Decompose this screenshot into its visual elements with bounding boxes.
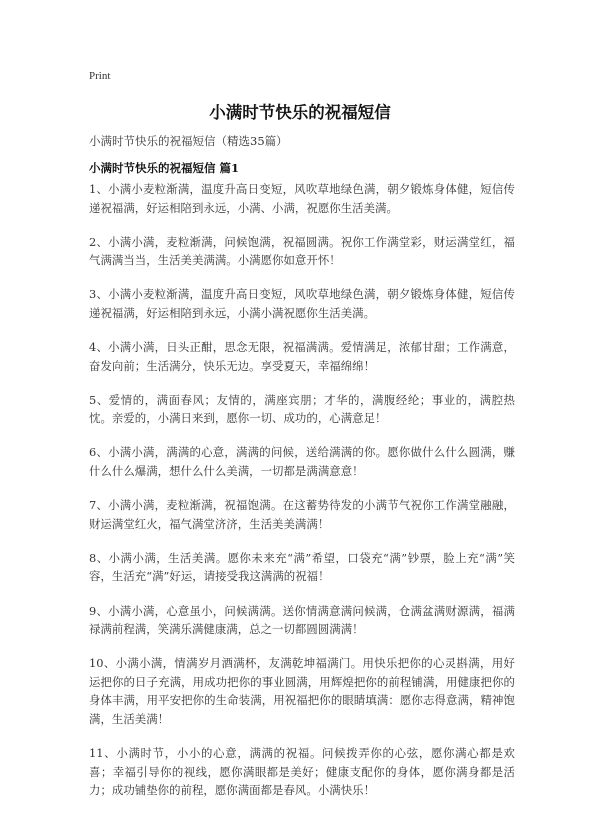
paragraph-11: 11、小满时节，小小的心意，满满的祝福。问候拨弄你的心弦，愿你满心都是欢喜；幸福引导你的视线，愿你满眼都是美好；健康支配你的身体，愿你满身都是活力；成功铺垫你的前程，愿你满面都是春风。小满快乐！: [89, 746, 515, 798]
page-subtitle: 小满时节快乐的祝福短信（精选35篇）: [89, 134, 288, 148]
paragraph-3: 3、小满小麦粒渐满，温度升高日变短，风吹草地绿色满，朝夕锻炼身体健，短信传递祝福满，好运相陪到永远，小满小满祝愿你生活美满。: [89, 287, 515, 320]
section-heading: 小满时节快乐的祝福短信 篇1: [89, 161, 240, 175]
paragraph-1: 1、小满小麦粒渐满，温度升高日变短，风吹草地绿色满，朝夕锻炼身体健，短信传递祝福满，好运相陪到永远，小满、小满，祝愿你生活美满。: [89, 182, 515, 215]
print-link[interactable]: Print: [89, 70, 111, 82]
paragraph-5: 5、爱情的，满面春风；友情的，满座宾朋；才华的，满腹经纶；事业的，满腔热忱。亲爱的，小满日来到，愿你一切、成功的，心满意足！: [89, 392, 515, 426]
paragraph-7: 7、小满小满，麦粒渐满，祝福饱满。在这蓄势待发的小满节气祝你工作满堂融融，财运满堂红火，福气满堂济济，生活美美满满！: [89, 498, 515, 531]
paragraph-2: 2、小满小满，麦粒渐满，问候饱满，祝福圆满。祝你工作满堂彩，财运满堂红，福气满满当当，生活美美满满。小满愿你如意开怀！: [89, 234, 515, 268]
paragraph-8: 8、小满小满，生活美满。愿你未来充“满”希望，口袋充“满”钞票，脸上充“满”笑容，生活充“满”好运，请接受我这满满的祝福！: [89, 550, 515, 584]
paragraph-9: 9、小满小满，心意虽小，问候满满。送你情满意满问候满，仓满盆满财源满，福满禄满前程满，笑满乐满健康满，总之一切都圆圆满满！: [89, 603, 515, 637]
page-title: 小满时节快乐的祝福短信: [209, 103, 391, 122]
article-body: [89, 180, 515, 815]
paragraph-4: 4、小满小满，日头正酣，思念无限，祝福满满。爱情满足，浓郁甘甜；工作满意，奋发向前；生活满分，快乐无边。享受夏天，幸福绵绵！: [89, 340, 515, 373]
paragraph-10: 10、小满小满，情满岁月酒满杯，友满乾坤福满门。用快乐把你的心灵斟满，用好运把你的日子充满，用成功把你的事业圆满，用辉煌把你的前程铺满，用健康把你的身体丰满，用平安把你的生命装满，用祝福把你的眼睛填满：愿你志得意满，精神饱满，生活美满！: [89, 656, 515, 726]
paragraph-6: 6、小满小满，满满的心意，满满的问候，送给满满的你。愿你做什么什么圆满，赚什么什么爆满，想什么什么美满，一切都是满满意意！: [89, 445, 515, 479]
